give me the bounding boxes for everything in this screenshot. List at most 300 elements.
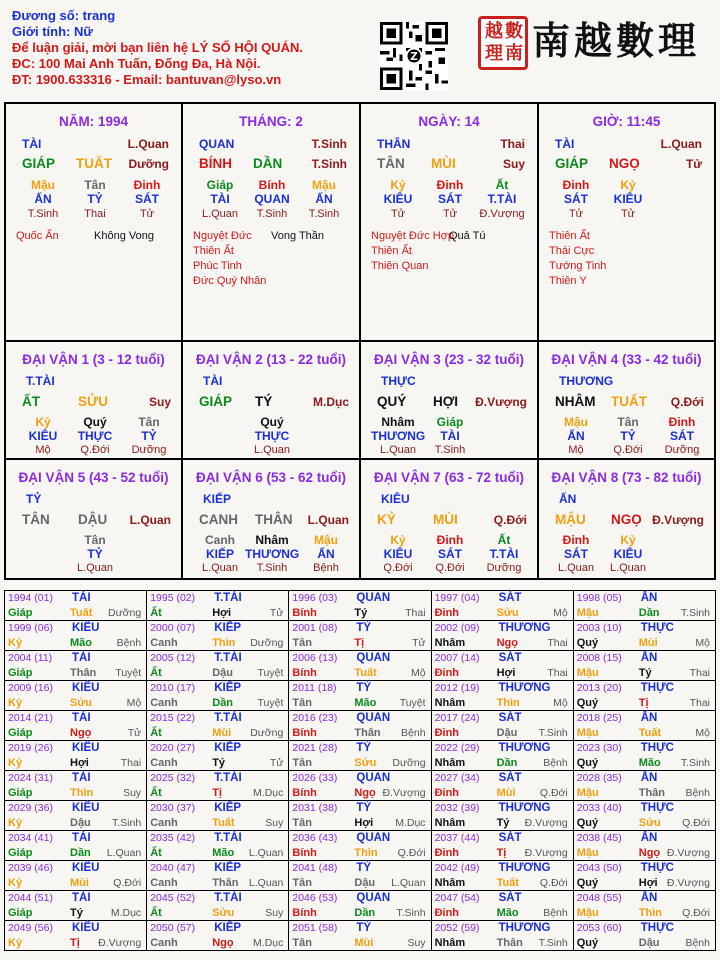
year-god: QUAN — [356, 712, 391, 724]
hidden-stage: T.Sinh — [434, 444, 466, 456]
year-label: 2019 (26) — [8, 742, 53, 754]
hidden-stem: Giáp — [206, 178, 234, 192]
year-label: 2043 (50) — [576, 862, 622, 874]
year-branch: Sửu — [70, 697, 93, 709]
year-god: TÀI — [72, 772, 91, 784]
hidden-stem: Ất — [495, 178, 509, 192]
year-god: KIÊU — [72, 622, 100, 634]
year-god: TỶ — [356, 862, 372, 874]
hidden-god: QUAN — [254, 192, 290, 206]
year-stage: Thai — [547, 637, 568, 649]
year-stage: Bệnh — [543, 907, 568, 919]
ten-god: TÀI — [203, 374, 223, 388]
hidden-stem: Đinh — [562, 533, 590, 547]
year-stage: T.Sinh — [396, 907, 426, 919]
year-branch: Ngọ — [354, 787, 376, 799]
year-god: ẤN — [640, 592, 658, 604]
hidden-stem: Tân — [617, 415, 639, 429]
year-god: THƯƠNG — [498, 682, 551, 694]
year-label: 2028 (35) — [576, 772, 622, 784]
year-god: THỰC — [640, 922, 674, 934]
hidden-stage: L.Quan — [253, 444, 291, 456]
year-cell — [147, 681, 289, 711]
year-branch: Tị — [354, 637, 365, 649]
year-stage: Bệnh — [401, 727, 426, 739]
year-god: SÁT — [498, 712, 522, 724]
hidden-god: SÁT — [564, 192, 588, 206]
year-stem: Tân — [292, 817, 312, 829]
year-god: ẤN — [640, 712, 658, 724]
year-branch: Sửu — [354, 757, 377, 769]
ten-god: THÂN — [377, 137, 411, 151]
year-label: 2038 (45) — [576, 832, 622, 844]
year-branch: Dần — [70, 847, 91, 859]
year-stem: Tân — [292, 877, 312, 889]
year-branch: Tý — [496, 817, 510, 829]
year-label: 2052 (59) — [434, 922, 480, 934]
hidden-god: KIÊU — [383, 192, 413, 206]
year-stem: Mậu — [576, 787, 599, 799]
year-stage: Dưỡng — [250, 727, 284, 739]
hidden-stem: Đinh — [436, 178, 464, 192]
year-stem: Giáp — [8, 667, 33, 679]
gender: Giới tính: Nữ — [12, 24, 93, 39]
year-branch: Mùi — [354, 937, 374, 949]
year-stage: L.Quan — [248, 877, 284, 889]
heavenly-stem: CANH — [199, 512, 238, 527]
hidden-god: SÁT — [564, 547, 588, 561]
year-label: 2045 (52) — [150, 892, 196, 904]
ten-god: TÀI — [555, 137, 575, 151]
year-label: 2009 (16) — [8, 682, 53, 694]
year-cell — [289, 711, 431, 741]
year-cell — [5, 741, 147, 771]
year-god: THỰC — [640, 802, 674, 814]
hidden-god: THƯƠNG — [371, 429, 426, 443]
hidden-stem: Kỷ — [620, 178, 636, 192]
year-stem: Giáp — [8, 907, 33, 919]
year-stage: M.Dục — [395, 817, 426, 829]
year-cell — [431, 861, 573, 891]
year-god: KIẾP — [214, 862, 242, 874]
heavenly-stem: TÂN — [377, 156, 405, 171]
year-god: TÀI — [72, 712, 91, 724]
hidden-stage: Tử — [442, 208, 458, 220]
life-stage: Đ.Vượng — [652, 513, 704, 527]
year-stem: Quý — [576, 757, 599, 769]
year-branch: Tý — [70, 907, 83, 919]
year-god: QUAN — [356, 832, 391, 844]
year-branch: Tuất — [354, 667, 377, 679]
year-label: 2029 (36) — [8, 802, 53, 814]
year-god: THƯƠNG — [498, 922, 551, 934]
star: Quốc Ấn — [16, 230, 59, 242]
hidden-stem: Tân — [84, 533, 106, 547]
year-stage: Suy — [265, 817, 284, 829]
year-branch: Sửu — [638, 817, 661, 829]
year-stage: Bệnh — [116, 637, 142, 649]
hidden-stage: Tử — [390, 208, 406, 220]
heavenly-stem: BÍNH — [199, 156, 232, 171]
year-branch: Sửu — [212, 907, 235, 919]
pillar-cell — [6, 104, 183, 342]
ten-god: KIÊU — [381, 492, 410, 506]
year-cell — [5, 861, 147, 891]
hidden-stem: Mậu — [314, 533, 338, 547]
year-cell — [573, 681, 715, 711]
year-god: T.TÀI — [214, 892, 242, 904]
year-stem: Nhâm — [434, 757, 466, 769]
year-label: 1998 (05) — [576, 592, 622, 604]
year-branch: Hợi — [212, 607, 232, 619]
year-branch: Thân — [212, 877, 239, 889]
star: Tướng Tinh — [549, 260, 607, 272]
year-label: 2042 (49) — [434, 862, 480, 874]
year-god: THỰC — [640, 622, 674, 634]
year-cell — [573, 921, 715, 951]
year-stage: Đ.Vượng — [98, 937, 142, 949]
year-god: QUAN — [356, 772, 391, 784]
year-stage: Đ.Vượng — [666, 877, 710, 889]
star: Thiên Quan — [371, 260, 429, 272]
year-stage: T.Sinh — [538, 937, 568, 949]
ten-god: T.TÀI — [26, 374, 55, 388]
year-cell — [289, 681, 431, 711]
year-cell — [573, 831, 715, 861]
year-label: 2039 (46) — [8, 862, 53, 874]
year-branch: Ngọ — [212, 937, 234, 949]
year-label: 2033 (40) — [576, 802, 622, 814]
year-cell — [289, 651, 431, 681]
year-row — [5, 831, 716, 861]
year-stage: Đ.Vượng — [666, 847, 710, 859]
hidden-stage: Q.Đới — [80, 444, 110, 456]
year-god: T.TÀI — [214, 592, 242, 604]
year-stem: Ất — [150, 847, 162, 859]
year-cell — [147, 651, 289, 681]
year-stem: Bính — [292, 727, 317, 739]
life-stage: Q.Đới — [670, 395, 704, 409]
year-stem: Ất — [150, 727, 162, 739]
hidden-stem: Đinh — [668, 415, 696, 429]
year-god: ẤN — [640, 772, 658, 784]
year-label: 2036 (43) — [292, 832, 338, 844]
year-god: THỰC — [640, 742, 674, 754]
dai-van-title: ĐẠI VẬN 4 (33 - 42 tuổi) — [551, 352, 702, 367]
year-label: 2035 (42) — [150, 832, 196, 844]
star: Nguyệt Đức Hợp — [371, 230, 455, 242]
year-cell — [573, 621, 715, 651]
year-cell — [5, 891, 147, 921]
earthly-branch: THÂN — [255, 512, 293, 527]
year-stem: Kỷ — [8, 637, 23, 649]
hidden-stem: Mậu — [31, 178, 55, 192]
year-label: 2027 (34) — [434, 772, 480, 784]
header-info — [12, 8, 372, 88]
year-label: 1994 (01) — [8, 592, 53, 604]
hidden-stage: Mộ — [35, 444, 51, 456]
hidden-stem: Ất — [497, 533, 511, 547]
year-cell — [5, 711, 147, 741]
year-stage: Mộ — [553, 607, 568, 619]
year-stem: Mậu — [576, 727, 599, 739]
year-cell — [147, 801, 289, 831]
year-branch: Dậu — [212, 667, 233, 679]
year-stage: Bệnh — [685, 937, 710, 949]
ten-god: KIẾP — [203, 492, 232, 506]
year-label: 2021 (28) — [292, 742, 338, 754]
year-cell — [289, 621, 431, 651]
dai-van-cell — [6, 460, 183, 578]
year-branch: Thân — [496, 937, 523, 949]
year-cell — [431, 711, 573, 741]
hidden-god: ẤN — [567, 429, 585, 443]
ten-god: L.Quan — [660, 137, 702, 151]
hidden-stem: Tân — [84, 178, 106, 192]
year-god: KIÊU — [72, 862, 100, 874]
life-stage: Tử — [685, 157, 702, 171]
hidden-god: ẤN — [34, 192, 52, 206]
year-label: 2011 (18) — [292, 682, 337, 694]
hidden-god: TÀI — [210, 192, 230, 206]
year-label: 2044 (51) — [8, 892, 53, 904]
year-cell — [573, 711, 715, 741]
year-label: 2005 (12) — [150, 652, 196, 664]
year-branch: Thân — [354, 727, 381, 739]
star: Quả Tú — [449, 230, 486, 242]
year-label: 2053 (60) — [576, 922, 622, 934]
hidden-god: TỶ — [141, 429, 157, 443]
year-god: QUAN — [356, 892, 391, 904]
pillar-title: NGÀY: 14 — [418, 114, 480, 129]
hidden-stage: Thai — [84, 208, 106, 220]
pillar-title: NĂM: 1994 — [58, 114, 129, 129]
life-stage: L.Quan — [129, 513, 171, 527]
year-stem: Canh — [150, 757, 178, 769]
year-stage: Tuyệt — [257, 697, 284, 709]
year-god: TÀI — [72, 592, 91, 604]
hidden-stem: Kỷ — [620, 533, 636, 547]
year-stem: Bính — [292, 787, 317, 799]
year-stem: Nhâm — [434, 637, 466, 649]
year-stem: Canh — [150, 637, 178, 649]
year-label: 2032 (39) — [434, 802, 480, 814]
pillar-title: THÁNG: 2 — [239, 114, 303, 129]
year-row — [5, 711, 716, 741]
ten-god: ẤN — [559, 492, 577, 506]
hidden-god: SÁT — [438, 547, 462, 561]
year-stage: Q.Đới — [682, 817, 710, 829]
year-cell — [431, 681, 573, 711]
year-branch: Ngọ — [496, 637, 518, 649]
year-label: 2020 (27) — [150, 742, 196, 754]
year-branch: Dần — [212, 697, 233, 709]
earthly-branch: TÝ — [255, 394, 273, 409]
hidden-stem: Kỷ — [35, 415, 51, 429]
year-god: TỶ — [356, 742, 372, 754]
year-stem: Mậu — [576, 667, 599, 679]
hidden-stem: Nhâm — [381, 415, 415, 429]
year-stem: Kỷ — [8, 937, 23, 949]
year-stem: Mậu — [576, 907, 599, 919]
year-cell — [5, 681, 147, 711]
earthly-branch: MÙI — [433, 512, 458, 527]
dai-van-cell — [539, 460, 714, 578]
year-stem: Tân — [292, 757, 312, 769]
hidden-stem: Bính — [258, 178, 286, 192]
year-stage: T.Sinh — [538, 727, 568, 739]
star: Nguyệt Đức — [193, 230, 252, 242]
hidden-god: TÀI — [440, 429, 460, 443]
year-stage: Q.Đới — [113, 877, 142, 889]
dai-van-cell — [6, 342, 183, 460]
year-label: 2007 (14) — [434, 652, 480, 664]
heavenly-stem: KỶ — [377, 512, 396, 527]
hidden-stage: Đ.Vượng — [479, 208, 525, 220]
year-stem: Nhâm — [434, 937, 466, 949]
year-stem: Đinh — [434, 607, 460, 619]
hidden-god: ẤN — [317, 547, 335, 561]
hidden-stage: Q.Đới — [435, 562, 465, 574]
hidden-god: SÁT — [438, 192, 462, 206]
year-god: ẤN — [640, 892, 658, 904]
year-branch: Mùi — [212, 727, 232, 739]
year-label: 2016 (23) — [292, 712, 338, 724]
year-branch: Dậu — [70, 817, 91, 829]
year-branch: Tuất — [212, 817, 235, 829]
year-label: 1996 (03) — [292, 592, 338, 604]
year-god: TỶ — [356, 622, 372, 634]
heavenly-stem: GIÁP — [555, 156, 589, 171]
year-branch: Mão — [212, 847, 235, 859]
qr-code-icon — [380, 20, 448, 92]
year-god: KIẾP — [214, 922, 242, 934]
year-branch: Mão — [354, 697, 377, 709]
year-row — [5, 651, 716, 681]
life-stage: Đ.Vượng — [475, 395, 527, 409]
year-branch: Tị — [70, 937, 80, 949]
year-stem: Kỷ — [8, 697, 23, 709]
star: Thiên Ất — [371, 245, 412, 257]
year-cell — [431, 651, 573, 681]
year-stage: M.Dục — [110, 907, 142, 919]
year-cell — [573, 861, 715, 891]
earthly-branch: TUẤT — [611, 394, 647, 409]
year-cell — [289, 801, 431, 831]
year-label: 2017 (24) — [434, 712, 480, 724]
year-stem: Tân — [292, 697, 312, 709]
hidden-stage: Mộ — [568, 444, 584, 456]
hidden-stem: Mậu — [312, 178, 336, 192]
pillar-cell — [183, 104, 361, 342]
hidden-stage: Tử — [139, 208, 155, 220]
year-row — [5, 741, 716, 771]
year-god: QUAN — [356, 652, 391, 664]
hidden-stem: Nhâm — [255, 533, 289, 547]
year-god: KIÊU — [72, 742, 100, 754]
year-branch: Tị — [496, 847, 507, 859]
year-stage: Thai — [689, 667, 710, 679]
phone-email: ĐT: 1900.633316 - Email: bantuvan@lyso.vn — [12, 72, 282, 87]
year-branch: Tý — [354, 607, 368, 619]
life-stage: T.Sinh — [311, 157, 347, 171]
year-label: 2037 (44) — [434, 832, 480, 844]
year-stem: Quý — [576, 697, 599, 709]
hidden-stage: L.Quan — [557, 562, 595, 574]
year-stem: Đinh — [434, 667, 460, 679]
year-stage: M.Dục — [253, 787, 284, 799]
year-stem: Ất — [150, 667, 162, 679]
dai-van-cell — [539, 342, 714, 460]
dai-van-title: ĐẠI VẬN 2 (13 - 22 tuổi) — [195, 352, 347, 367]
year-branch: Mùi — [496, 787, 516, 799]
year-stage: Bệnh — [685, 787, 710, 799]
hidden-stage: Tử — [620, 208, 636, 220]
year-label: 2049 (56) — [8, 922, 53, 934]
life-stage: M.Dục — [313, 395, 349, 409]
year-god: SÁT — [498, 652, 522, 664]
year-stage: Bệnh — [543, 757, 568, 769]
heavenly-stem: GIÁP — [199, 394, 233, 409]
year-branch: Tuất — [496, 877, 519, 889]
year-cell — [147, 861, 289, 891]
year-cell — [573, 651, 715, 681]
hidden-god: KIÊU — [383, 547, 413, 561]
year-stem: Đinh — [434, 907, 460, 919]
year-label: 1995 (02) — [150, 592, 196, 604]
year-stage: T.Sinh — [680, 607, 710, 619]
year-branch: Thân — [70, 667, 97, 679]
year-branch: Tý — [212, 757, 226, 769]
year-label: 2041 (48) — [292, 862, 338, 874]
pillar-cell — [361, 104, 539, 342]
year-label: 2006 (13) — [292, 652, 338, 664]
year-label: 2013 (20) — [576, 682, 622, 694]
hidden-stem: Mậu — [564, 415, 588, 429]
year-branch: Thìn — [70, 787, 94, 799]
year-label: 2024 (31) — [8, 772, 53, 784]
dai-van-title: ĐẠI VẬN 3 (23 - 32 tuổi) — [373, 352, 525, 367]
year-row — [5, 591, 716, 621]
year-god: SÁT — [498, 832, 522, 844]
year-stage: L.Quan — [106, 847, 142, 859]
year-stem: Tân — [292, 637, 312, 649]
year-stem: Kỷ — [8, 817, 23, 829]
ten-god: T.Sinh — [311, 137, 347, 151]
star: Thiên Y — [549, 275, 587, 287]
dai-van-title: ĐẠI VẬN 1 (3 - 12 tuổi) — [22, 352, 165, 367]
year-stem: Mậu — [576, 607, 599, 619]
year-branch: Mùi — [638, 637, 658, 649]
dai-van-title: ĐẠI VẬN 5 (43 - 52 tuổi) — [18, 470, 169, 485]
year-cell — [573, 801, 715, 831]
year-row — [5, 891, 716, 921]
year-branch: Dậu — [496, 727, 518, 739]
year-row — [5, 621, 716, 651]
year-god: TÀI — [72, 892, 91, 904]
pillar-title: GIỜ: 11:45 — [592, 114, 661, 129]
year-stem: Bính — [292, 907, 317, 919]
year-cell — [289, 831, 431, 861]
red-seal-icon: 越 數 理 南 — [478, 16, 528, 70]
year-stem: Ất — [150, 907, 162, 919]
year-stem: Nhâm — [434, 877, 466, 889]
year-stem: Nhâm — [434, 817, 466, 829]
year-stage: Q.Đới — [539, 787, 568, 799]
year-cell — [289, 741, 431, 771]
earthly-branch: SỬU — [78, 394, 108, 409]
year-cell — [5, 621, 147, 651]
